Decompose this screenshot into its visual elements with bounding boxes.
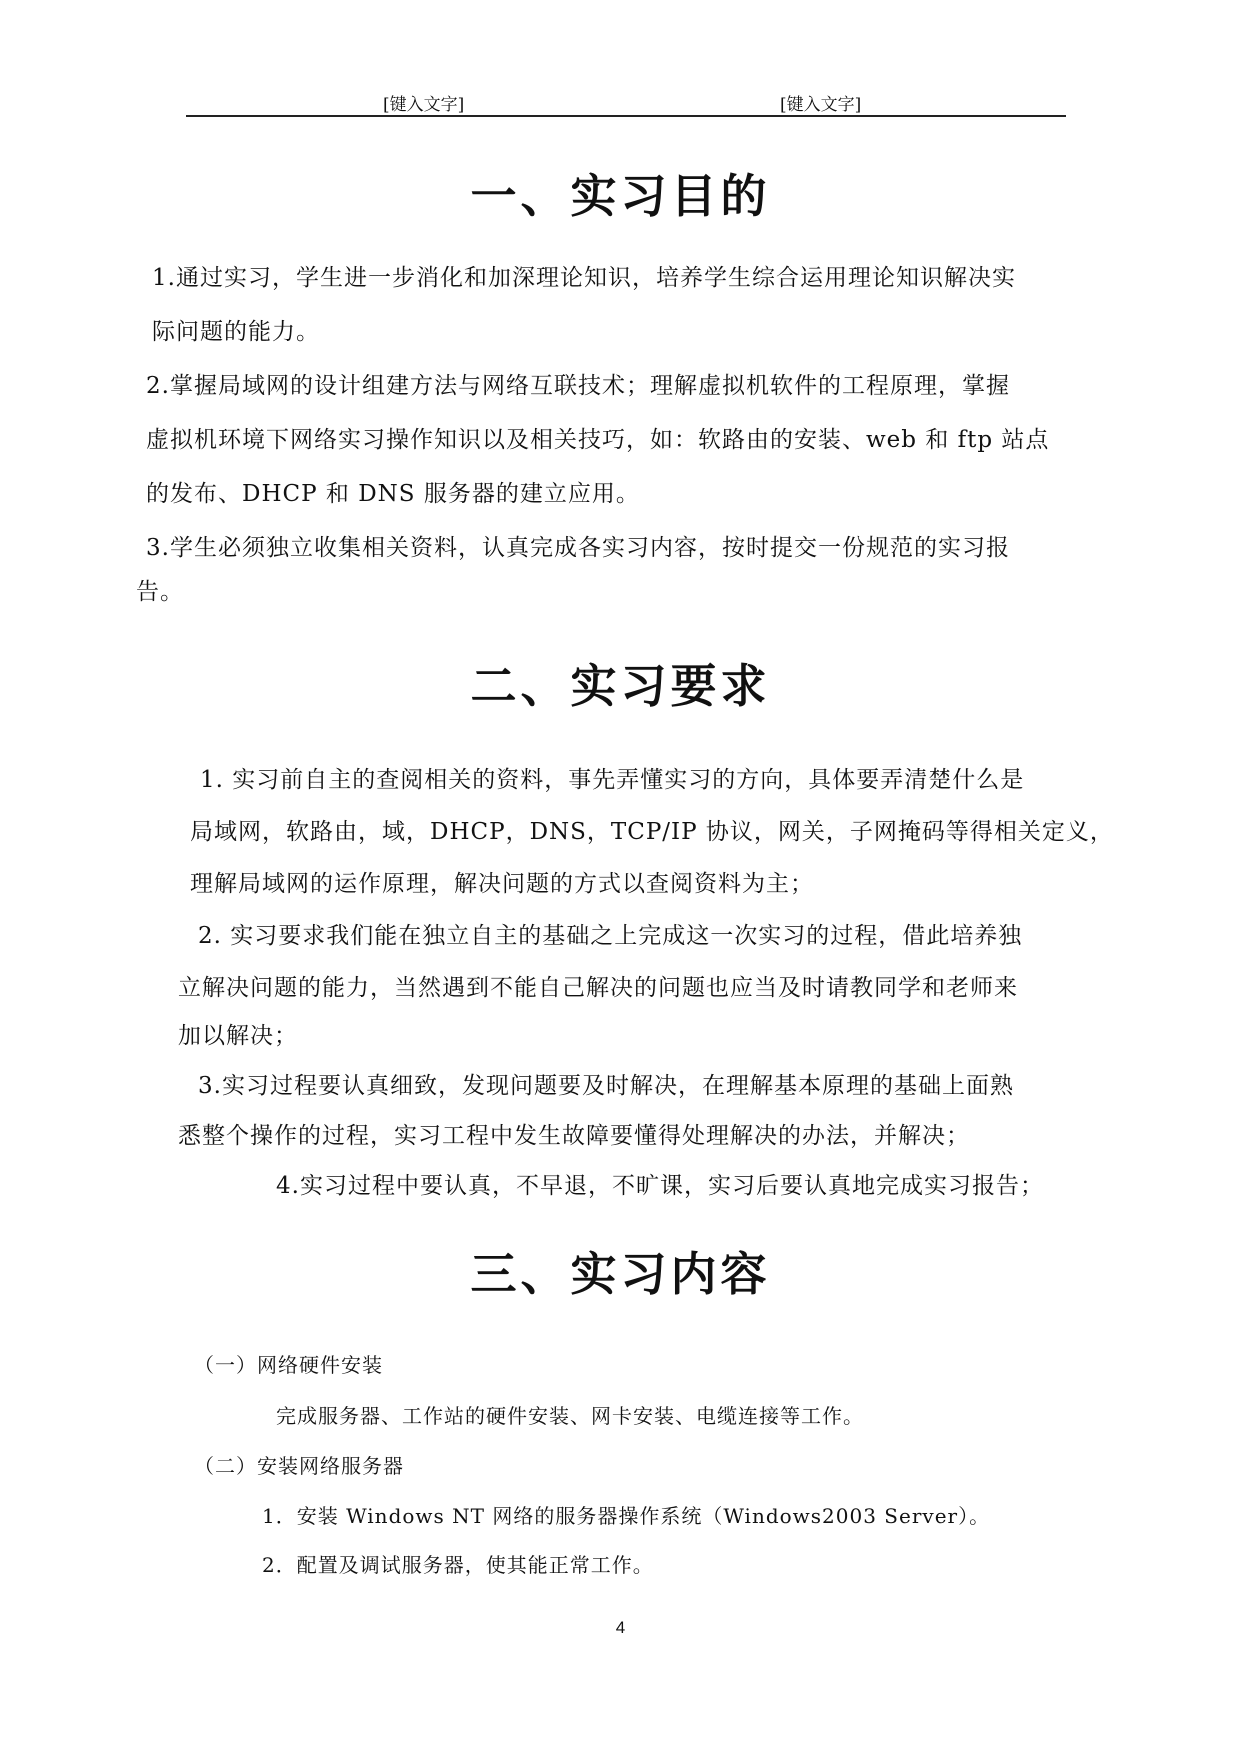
section-2-title: 二、实习要求 [470,659,771,713]
s2-line-4: 2. 实习要求我们能在独立自主的基础之上完成这一次实习的过程，借此培养独 [198,923,1023,949]
s1-line-6: 3.学生必须独立收集相关资料，认真完成各实习内容，按时提交一份规范的实习报 [146,535,1010,561]
s3-subheading-1: （一）网络硬件安装 [194,1353,383,1377]
s1-line-4: 虚拟机环境下网络实习操作知识以及相关技巧，如：软路由的安装、web 和 ftp 站点 [146,427,1050,453]
s2-line-5: 立解决问题的能力，当然遇到不能自己解决的问题也应当及时请教同学和老师来 [178,975,1018,1001]
s2-line-9: 4.实习过程中要认真，不早退，不旷课，实习后要认真地完成实习报告； [276,1173,1044,1199]
s3-subheading-2: （二）安装网络服务器 [194,1454,404,1478]
s3-line-2: 1．安装 Windows NT 网络的服务器操作系统（Windows2003 Server）。 [262,1504,991,1528]
s2-line-6: 加以解决； [178,1023,298,1049]
s1-line-7: 告。 [136,579,184,605]
header-left-placeholder: [键入文字] [383,95,465,115]
s1-line-2: 际问题的能力。 [152,319,320,345]
s2-line-8: 悉整个操作的过程，实习工程中发生故障要懂得处理解决的办法，并解决； [178,1123,970,1149]
s1-line-3: 2.掌握局域网的设计组建方法与网络互联技术；理解虚拟机软件的工程原理，掌握 [146,373,1010,399]
s1-line-5: 的发布、DHCP 和 DNS 服务器的建立应用。 [146,481,640,507]
header-divider [186,115,1066,117]
section-1-title: 一、实习目的 [470,169,771,223]
s1-line-1: 1.通过实习，学生进一步消化和加深理论知识，培养学生综合运用理论知识解决实 [152,265,1016,291]
page-number: 4 [615,1618,626,1637]
header-right-placeholder: [键入文字] [780,95,862,115]
s2-line-1: 1. 实习前自主的查阅相关的资料，事先弄懂实习的方向，具体要弄清楚什么是 [200,767,1025,793]
s3-line-1: 完成服务器、工作站的硬件安装、网卡安装、电缆连接等工作。 [276,1404,864,1428]
s3-line-3: 2．配置及调试服务器，使其能正常工作。 [262,1553,654,1577]
s2-line-7: 3.实习过程要认真细致，发现问题要及时解决，在理解基本原理的基础上面熟 [198,1073,1014,1099]
section-3-title: 三、实习内容 [470,1247,771,1301]
s2-line-3: 理解局域网的运作原理，解决问题的方式以查阅资料为主； [190,871,814,897]
s2-line-2: 局域网，软路由，域，DHCP，DNS，TCP/IP 协议，网关，子网掩码等得相关定义， [190,819,1114,845]
